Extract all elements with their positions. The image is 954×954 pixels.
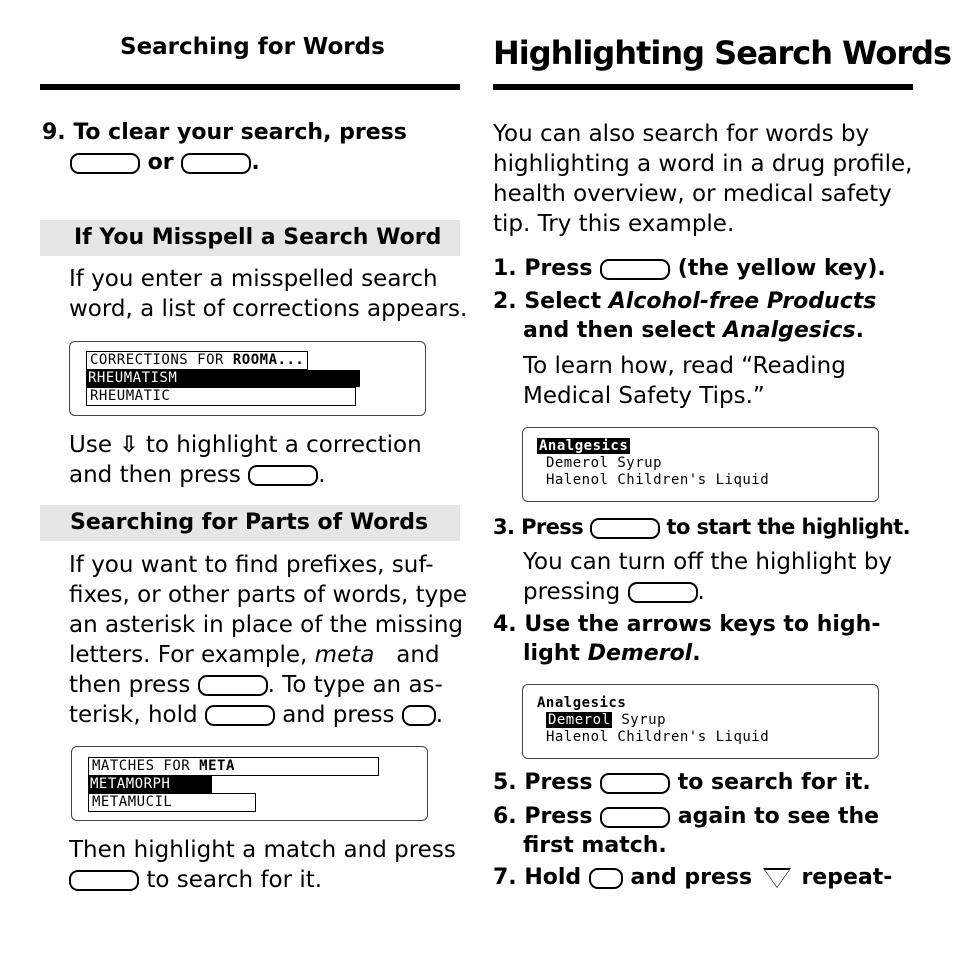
parts-line-5: [69, 670, 467, 700]
correction-item: RHEUMATIC: [86, 387, 356, 406]
step-2-c: and then select: [523, 318, 716, 343]
intro-line-4: tip. Try this example.: [493, 211, 735, 237]
correction-item-highlighted: RHEUMATISM: [86, 370, 360, 387]
parts-line-5-a: then press: [69, 672, 191, 698]
step-7-b: and press: [630, 865, 753, 890]
step-7-a: 7. Hold: [493, 865, 582, 890]
step-2-e: .: [855, 318, 864, 343]
step-3-a: 3. Press: [493, 515, 584, 539]
analgesics-screen-1: [522, 427, 879, 502]
matches-label: MATCHES FOR: [92, 758, 200, 774]
step-5: [493, 768, 871, 797]
parts-line-4-c: and: [396, 642, 440, 668]
right-header-rule: [493, 84, 913, 90]
matches-screen-text: [88, 757, 379, 812]
note-2-line-1: You can turn off the highlight by: [523, 549, 893, 575]
note-2-period: .: [697, 579, 705, 605]
step-3: [493, 513, 910, 542]
back-key-icon: [181, 153, 251, 174]
step-6-a: 6. Press: [493, 804, 593, 829]
step-9: [42, 118, 407, 147]
yellow-key-icon: [600, 259, 670, 280]
page-title: Highlighting Search Words: [493, 34, 952, 72]
section-title-misspell: If You Misspell a Search Word: [40, 220, 460, 256]
step-6-b: again to see the: [677, 804, 880, 829]
corrections-query: ROOMA...: [232, 352, 305, 368]
parts-line-4-a: letters. For example,: [69, 642, 308, 668]
step-4-line-2-c: .: [692, 641, 701, 666]
screen-2-item-2: Halenol Children's Liquid: [545, 729, 770, 745]
step-4-line-2-b: Demerol: [587, 641, 693, 666]
step-5-b: to search for it.: [677, 770, 871, 795]
matches-query: META: [199, 758, 235, 774]
step-4: [493, 610, 880, 668]
parts-line-6-a: terisk, hold: [69, 702, 198, 728]
step-7-c: repeat-: [801, 865, 893, 890]
parts-para: [69, 550, 467, 730]
match-item: METAMUCIL: [88, 793, 256, 812]
step-6-line-2: first match.: [523, 833, 667, 858]
step-9-or: or: [147, 150, 174, 175]
intro-line-2: highlighting a word in a drug profile,: [493, 151, 913, 177]
step-1-b: (the yellow key).: [677, 256, 886, 281]
screen-2-item-1-rest: Syrup: [612, 712, 667, 728]
corrections-screen: [69, 341, 426, 416]
intro-para: [493, 119, 912, 239]
screen-2-item-highlighted: Demerol: [547, 712, 611, 728]
match-item-highlighted: METAMORPH: [88, 776, 212, 793]
example-meta: meta: [314, 642, 375, 668]
section-title-parts: Searching for Parts of Words: [40, 505, 460, 541]
enter-key-icon: [69, 870, 139, 891]
intro-line-3: health overview, or medical safety: [493, 181, 892, 207]
enter-key-icon: [590, 518, 660, 539]
misspell-para-2-line-2: and then press: [69, 462, 241, 488]
screen-1-item-1: Demerol Syrup: [545, 455, 663, 471]
step-4-line-1: 4. Use the arrows keys to high-: [493, 612, 881, 637]
misspell-para-1: [69, 264, 467, 324]
parts-line-3: an asterisk in place of the missing: [69, 612, 464, 638]
step-1-a: 1. Press: [493, 256, 593, 281]
parts-para-2-line-2: to search for it.: [146, 867, 323, 893]
step-4-line-2-a: light: [523, 641, 581, 666]
note-2-line-2: pressing: [523, 579, 621, 605]
parts-line-6: [69, 700, 467, 730]
matches-header-row: [88, 757, 379, 776]
parts-para-2: [69, 835, 456, 895]
step-2: [493, 287, 876, 345]
misspell-para-2-text: to highlight a correction: [145, 432, 422, 458]
intro-line-1: You can also search for words by: [493, 121, 870, 147]
parts-line-6-c: .: [435, 702, 444, 728]
asterisk-key-icon: [402, 705, 436, 726]
step-2-d: Analgesics: [723, 318, 856, 343]
misspell-para-2: [69, 430, 422, 490]
shift-key-icon: [205, 705, 275, 726]
screen-1-item-2: Halenol Children's Liquid: [545, 472, 770, 488]
note-1-line-2: Medical Safety Tips.”: [523, 383, 765, 409]
misspell-para-2-period: .: [318, 462, 326, 488]
misspell-para-2-use: Use: [69, 432, 112, 458]
enter-key-icon: [198, 675, 268, 696]
note-1-line-1: To learn how, read “Reading: [523, 353, 846, 379]
misspell-para-1-line-2: word, a list of corrections appears.: [69, 296, 468, 322]
step-5-a: 5. Press: [493, 770, 593, 795]
misspell-para-1-line-1: If you enter a misspelled search: [69, 266, 438, 292]
enter-key-icon: [600, 773, 670, 794]
step-3-b: to start the highlight.: [666, 515, 910, 539]
note-2: [523, 547, 892, 607]
screen-2-title: Analgesics: [537, 695, 627, 711]
parts-para-2-line-1: Then highlight a match and press: [69, 837, 456, 863]
down-arrow-icon: ⇩: [119, 432, 139, 458]
screen-1-title: Analgesics: [539, 438, 629, 454]
parts-line-4: [69, 640, 467, 670]
step-2-b: Alcohol-free Products: [608, 289, 877, 314]
corrections-header-row: [86, 351, 308, 370]
analgesics-screen-2-text: [537, 695, 769, 746]
step-9-period: .: [251, 150, 260, 175]
step-9-text: 9. To clear your search, press: [42, 120, 407, 145]
step-7: [493, 863, 892, 892]
analgesics-screen-2: [522, 684, 879, 759]
step-9-keys: [70, 148, 260, 177]
step-1: [493, 254, 886, 283]
clear-key-icon: [70, 153, 140, 174]
back-key-icon: [628, 582, 698, 603]
step-6: [493, 802, 879, 860]
parts-line-1: If you want to find prefixes, suf-: [69, 552, 434, 578]
enter-key-icon: [248, 465, 318, 486]
corrections-label: CORRECTIONS FOR: [90, 352, 233, 368]
analgesics-screen-1-text: [537, 438, 769, 489]
parts-line-5-b: . To type an as-: [267, 672, 443, 698]
left-header-rule: [40, 84, 460, 90]
note-1: [523, 351, 846, 411]
shift-key-icon: [589, 868, 623, 889]
left-running-header: Searching for Words: [120, 34, 385, 60]
step-2-a: 2. Select: [493, 289, 602, 314]
down-triangle-icon: [763, 868, 791, 888]
corrections-screen-text: [86, 351, 360, 406]
parts-line-2: fixes, or other parts of words, type: [69, 582, 468, 608]
enter-key-icon: [600, 807, 670, 828]
matches-screen: [71, 746, 428, 821]
parts-line-6-b: and press: [282, 702, 395, 728]
